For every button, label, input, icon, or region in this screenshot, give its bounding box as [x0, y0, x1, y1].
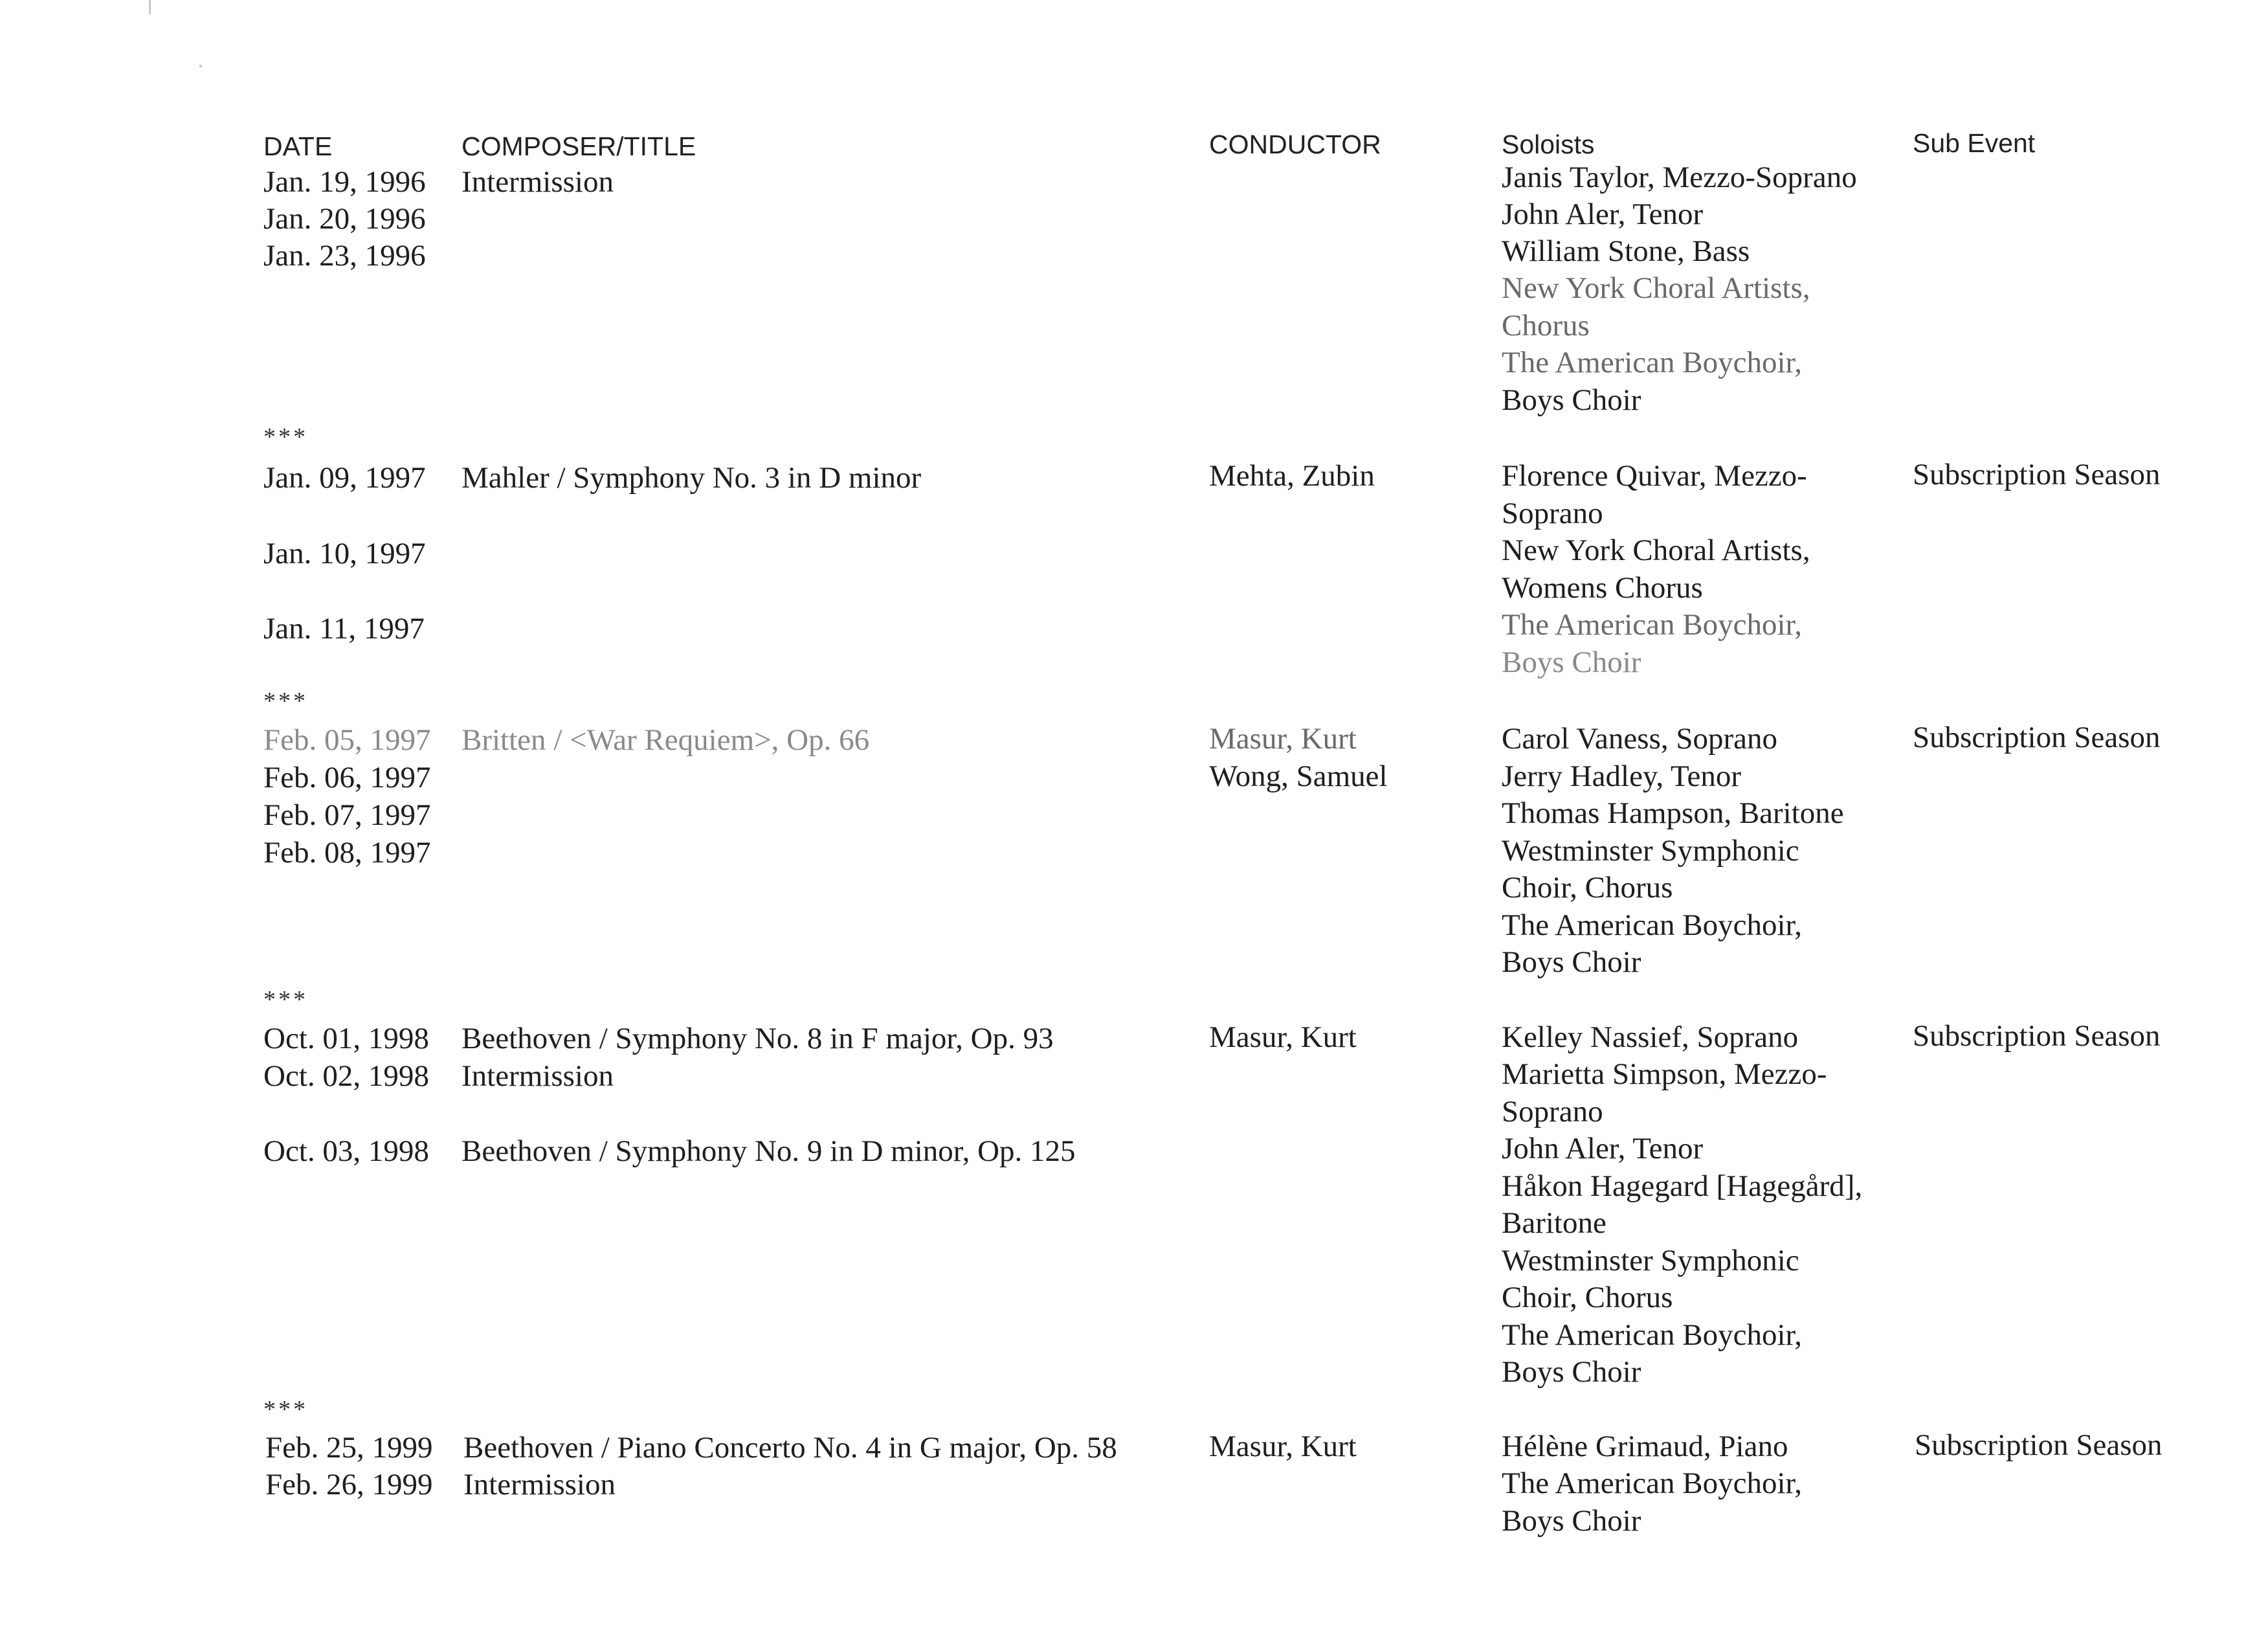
- header-conductor: CONDUCTOR: [1209, 129, 1381, 159]
- conductor-cell: Wong, Samuel: [1209, 759, 1388, 793]
- date-cell: Jan. 09, 1997: [263, 461, 426, 495]
- soloist-line: Boys Choir: [1502, 383, 1641, 417]
- soloist-line: Håkon Hagegard [Hagegård],: [1502, 1169, 1863, 1203]
- conductor-cell: Masur, Kurt: [1209, 1430, 1357, 1463]
- work-cell: Intermission: [461, 165, 614, 199]
- header-date: DATE: [263, 131, 333, 161]
- soloist-line: Marietta Simpson, Mezzo-: [1502, 1057, 1827, 1091]
- date-cell: Jan. 23, 1996: [263, 239, 426, 273]
- sub-event-cell: Subscription Season: [1913, 721, 2161, 754]
- soloist-line: The American Boychoir,: [1502, 346, 1803, 379]
- scan-mark: [149, 0, 151, 14]
- date-cell: Feb. 08, 1997: [263, 836, 431, 870]
- soloist-line: Choir, Chorus: [1502, 1281, 1673, 1314]
- soloist-line: The American Boychoir,: [1502, 1466, 1803, 1500]
- soloist-line: Thomas Hampson, Baritone: [1502, 796, 1844, 830]
- work-cell: Beethoven / Piano Concerto No. 4 in G major, Op. 58: [463, 1431, 1117, 1465]
- soloist-line: Hélène Grimaud, Piano: [1502, 1430, 1788, 1463]
- date-cell: Jan. 11, 1997: [263, 612, 425, 646]
- soloist-line: Soprano: [1502, 497, 1603, 530]
- work-cell: Mahler / Symphony No. 3 in D minor: [461, 461, 922, 495]
- header-soloists: Soloists: [1502, 129, 1595, 159]
- date-cell: Jan. 19, 1996: [263, 165, 426, 199]
- date-cell: Oct. 03, 1998: [263, 1134, 429, 1168]
- soloist-line: Baritone: [1502, 1206, 1606, 1240]
- soloist-line: Kelley Nassief, Soprano: [1502, 1020, 1799, 1054]
- sub-event-cell: Subscription Season: [1915, 1428, 2162, 1462]
- date-cell: Oct. 01, 1998: [263, 1022, 429, 1055]
- soloist-line: Florence Quivar, Mezzo-: [1502, 459, 1807, 493]
- soloist-line: John Aler, Tenor: [1502, 1132, 1704, 1165]
- soloist-line: Carol Vaness, Soprano: [1502, 722, 1778, 756]
- date-cell: Jan. 10, 1997: [263, 537, 426, 570]
- soloist-line: The American Boychoir,: [1502, 1318, 1803, 1352]
- conductor-cell: Masur, Kurt: [1209, 1020, 1357, 1054]
- soloist-line: Janis Taylor, Mezzo-Soprano: [1502, 161, 1857, 194]
- sub-event-cell: Subscription Season: [1913, 1019, 2161, 1053]
- header-sub-event: Sub Event: [1913, 128, 2036, 158]
- date-cell: Jan. 20, 1996: [263, 202, 426, 236]
- soloist-line: New York Choral Artists,: [1502, 271, 1810, 305]
- soloist-line: Westminster Symphonic: [1502, 834, 1799, 868]
- scan-mark: [199, 65, 202, 67]
- date-cell: Feb. 07, 1997: [263, 798, 431, 832]
- work-cell: Intermission: [463, 1468, 616, 1501]
- soloist-line: John Aler, Tenor: [1502, 197, 1704, 231]
- conductor-cell: Mehta, Zubin: [1209, 459, 1375, 493]
- soloist-line: The American Boychoir,: [1502, 608, 1803, 642]
- soloist-line: Boys Choir: [1502, 945, 1641, 979]
- work-cell: Intermission: [461, 1059, 614, 1093]
- soloist-line: Soprano: [1502, 1095, 1603, 1129]
- soloist-line: Boys Choir: [1502, 1355, 1641, 1389]
- soloist-line: Jerry Hadley, Tenor: [1502, 759, 1741, 793]
- sub-event-cell: Subscription Season: [1913, 458, 2161, 491]
- soloist-line: Boys Choir: [1502, 646, 1641, 679]
- conductor-cell: Masur, Kurt: [1209, 722, 1357, 756]
- date-cell: Oct. 02, 1998: [263, 1059, 429, 1093]
- soloist-line: New York Choral Artists,: [1502, 533, 1810, 567]
- soloist-line: Chorus: [1502, 309, 1590, 343]
- soloist-line: William Stone, Bass: [1502, 234, 1750, 268]
- date-cell: Feb. 25, 1999: [265, 1431, 433, 1465]
- group-separator: ***: [263, 1396, 308, 1423]
- group-separator: ***: [263, 423, 308, 451]
- group-separator: ***: [263, 986, 308, 1013]
- soloist-line: Westminster Symphonic: [1502, 1244, 1799, 1277]
- date-cell: Feb. 06, 1997: [263, 761, 431, 794]
- date-cell: Feb. 26, 1999: [265, 1468, 433, 1501]
- group-separator: ***: [263, 688, 308, 715]
- date-cell: Feb. 05, 1997: [263, 723, 431, 757]
- work-cell: Britten / <War Requiem>, Op. 66: [461, 723, 870, 757]
- work-cell: Beethoven / Symphony No. 9 in D minor, Op. 125: [461, 1134, 1076, 1168]
- soloist-line: The American Boychoir,: [1502, 908, 1803, 942]
- header-composer-title: COMPOSER/TITLE: [461, 131, 696, 161]
- soloist-line: Boys Choir: [1502, 1504, 1641, 1538]
- soloist-line: Choir, Chorus: [1502, 871, 1673, 904]
- work-cell: Beethoven / Symphony No. 8 in F major, Op. 93: [461, 1022, 1054, 1055]
- soloist-line: Womens Chorus: [1502, 571, 1703, 605]
